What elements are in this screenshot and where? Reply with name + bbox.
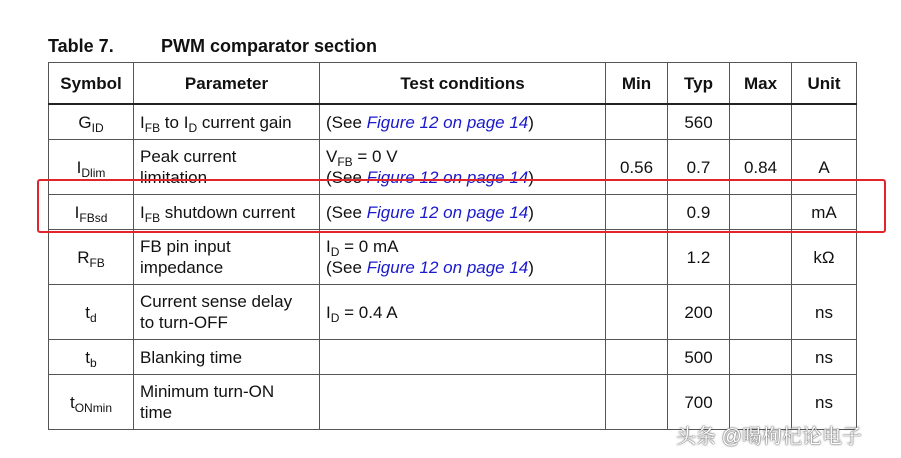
test-subscript: D [330,310,340,325]
parameter-cell [134,285,320,340]
test-text: (See [326,202,367,222]
parameter-text: I [140,112,145,132]
min-cell [606,340,668,375]
symbol-subscript: d [90,310,97,325]
parameter-cell [134,375,320,430]
symbol-cell [49,104,134,140]
table-caption [48,36,377,57]
header-unit: Unit [792,63,857,105]
symbol-text: I [74,202,80,222]
parameter-text: Peak current [140,147,237,166]
typ-cell: 700 [668,375,730,430]
test-text: (See [326,112,367,132]
unit-cell: ns [792,340,857,375]
parameter-text: current gain [197,112,292,132]
test-text: V [326,147,338,166]
test-condition-line [326,257,599,278]
test-conditions-cell [320,104,606,140]
typ-cell: 560 [668,104,730,140]
header-symbol: Symbol [49,63,134,105]
unit-cell: ns [792,285,857,340]
test-text: ) [528,258,534,277]
test-text: ) [528,202,534,222]
table-row [49,104,857,140]
parameter-text: Current sense delay [140,292,293,311]
test-text: (See [326,258,367,277]
symbol-text: R [77,247,90,267]
parameter-text: I [140,202,145,222]
table-title: PWM comparator section [161,36,378,56]
parameter-text: FB pin input [140,237,231,256]
symbol-text: G [78,112,92,132]
test-text: = 0 mA [339,237,399,256]
symbol-text: I [76,157,82,177]
symbol-text: t [85,347,91,367]
test-text: = 0.4 A [339,302,398,322]
symbol-subscript: b [90,355,97,370]
test-text: ) [528,112,534,132]
parameter-text: impedance [140,258,224,277]
table-number: Table 7. [48,36,114,56]
test-conditions-cell [320,285,606,340]
header-min: Min [606,63,668,105]
unit-cell [792,104,857,140]
symbol-cell [49,285,134,340]
test-text: I [326,302,331,322]
min-cell [606,375,668,430]
parameter-cell [134,230,320,285]
test-text: ) [528,168,534,187]
typ-cell: 0.9 [668,195,730,230]
table-row [49,285,857,340]
test-text: I [326,237,331,256]
table-row [49,230,857,285]
parameter-subscript: FB [144,120,161,135]
parameter-text: limitation [140,168,208,187]
symbol-subscript: ONmin [74,400,113,415]
typ-cell: 0.7 [668,140,730,195]
unit-cell: ns [792,375,857,430]
min-cell [606,230,668,285]
test-text: = 0 V [352,147,398,166]
symbol-text: t [69,392,75,412]
min-cell [606,285,668,340]
watermark: 头条 @喝枸杞论电子 [676,426,862,448]
symbol-subscript: FBsd [79,210,108,225]
symbol-text: t [85,302,91,322]
figure-link[interactable]: Figure 12 on page 14 [366,202,529,222]
parameter-text: Minimum turn-ON [140,382,275,401]
figure-link[interactable]: Figure 12 on page 14 [366,112,529,132]
symbol-cell [49,375,134,430]
unit-cell: mA [792,195,857,230]
min-cell [606,104,668,140]
test-conditions-cell [320,230,606,285]
test-conditions-cell [320,375,606,430]
parameter-cell [134,104,320,140]
figure-link[interactable]: Figure 12 on page 14 [366,168,529,187]
figure-link[interactable]: Figure 12 on page 14 [366,258,529,277]
pwm-comparator-table [48,62,857,430]
max-cell [730,340,792,375]
typ-cell: 500 [668,340,730,375]
unit-cell: kΩ [792,230,857,285]
max-cell [730,230,792,285]
test-condition-line [326,146,599,167]
test-subscript: D [330,245,340,259]
parameter-subscript: FB [144,210,161,225]
parameter-text: to I [160,112,189,132]
symbol-cell [49,230,134,285]
typ-cell: 200 [668,285,730,340]
highlight-box [37,179,886,233]
parameter-text: shutdown current [160,202,296,222]
header-max: Max [730,63,792,105]
test-text: (See [326,168,367,187]
header-parameter: Parameter [134,63,320,105]
max-cell: 0.84 [730,140,792,195]
table-header-row [49,63,857,105]
header-typ: Typ [668,63,730,105]
header-test-conditions: Test conditions [320,63,606,105]
min-cell: 0.56 [606,140,668,195]
typ-cell: 1.2 [668,230,730,285]
symbol-subscript: ID [91,120,104,135]
symbol-subscript: Dlim [81,165,106,180]
parameter-cell: Blanking time [134,340,320,375]
unit-cell: A [792,140,857,195]
max-cell [730,285,792,340]
test-subscript: FB [337,155,353,169]
parameter-subscript: D [188,120,198,135]
parameter-text: to turn-OFF [140,313,228,332]
symbol-cell [49,340,134,375]
parameter-text: time [140,403,173,422]
test-conditions-cell [320,340,606,375]
symbol-subscript: FB [89,255,105,270]
test-condition-line [326,236,599,257]
max-cell [730,104,792,140]
table-row [49,340,857,375]
